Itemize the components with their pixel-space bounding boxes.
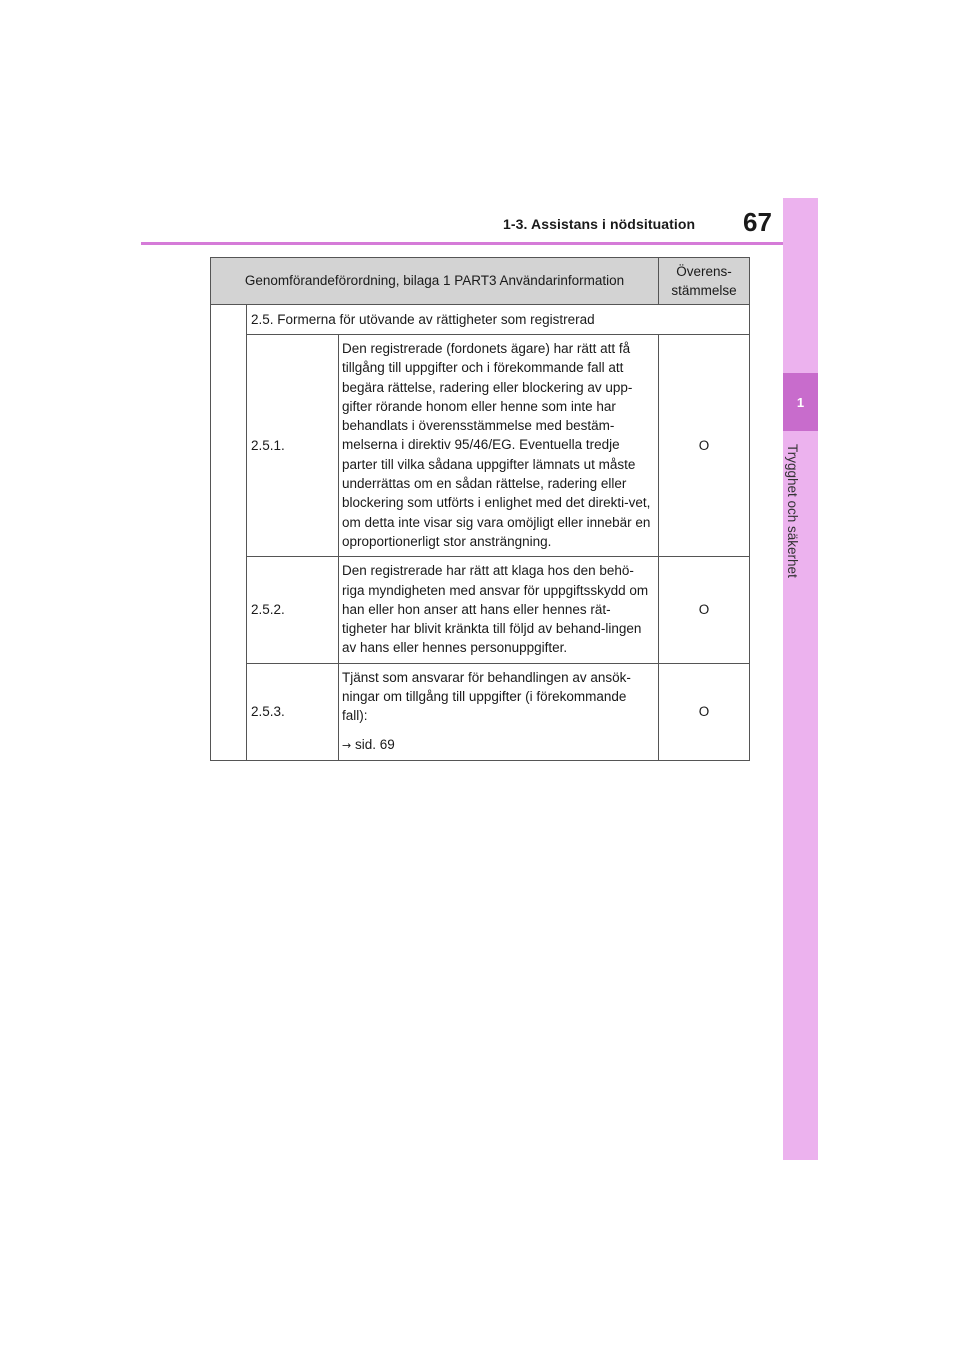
row-text: Den registrerade (fordonets ägare) har rätt att få tillgång till uppgifter och i förekommande fall att begära rättelse, radering eller blockering av upp-gifter rörande honom eller henne som inte har behandlats i överensstämmelse med bestäm-melserna i direktiv 95/46/EG. Eventuella tredje parter till vilka sådana uppgifter lämnats ut måste underrättas om en sådan rättelse, radering eller blockering som utförts i enlighet med det direkti-vet, om detta inte visar sig vara omöjligt eller innebär en oproportionerligt stor ansträngning. bbox=[339, 335, 659, 557]
indent-cell bbox=[211, 305, 247, 761]
table-row bbox=[211, 663, 750, 760]
table-row bbox=[211, 335, 750, 557]
table-header-row bbox=[211, 258, 750, 305]
column-header-compliance: Överens- stämmelse bbox=[659, 258, 750, 305]
row-number: 2.5.3. bbox=[247, 663, 339, 760]
chapter-title-vertical: Trygghet och säkerhet bbox=[785, 444, 800, 578]
row-number: 2.5.1. bbox=[247, 335, 339, 557]
page-reference-text: sid. 69 bbox=[354, 736, 395, 752]
row-compliance: O bbox=[659, 557, 750, 663]
table-row bbox=[211, 557, 750, 663]
section-title-cell: 2.5. Formerna för utövande av rättigheter som registrerad bbox=[247, 305, 750, 335]
section-row bbox=[211, 305, 750, 335]
row-number: 2.5.2. bbox=[247, 557, 339, 663]
header-divider bbox=[141, 242, 783, 245]
user-information-table bbox=[210, 257, 750, 761]
row-text-body: Tjänst som ansvarar för behandlingen av ansök-ningar om tillgång till uppgifter (i förekommande fall): bbox=[342, 669, 631, 724]
row-text bbox=[339, 663, 659, 760]
row-compliance: O bbox=[659, 663, 750, 760]
page-number: 67 bbox=[743, 207, 772, 237]
row-compliance: O bbox=[659, 335, 750, 557]
chapter-number-tab[interactable]: 1 bbox=[783, 373, 818, 431]
page-reference-link[interactable] bbox=[342, 735, 655, 755]
chapter-side-tab bbox=[783, 198, 818, 1160]
section-title: 1-3. Assistans i nödsituation bbox=[503, 216, 696, 232]
arrow-right-icon: → bbox=[342, 738, 352, 752]
column-header-regulation: Genomförandeförordning, bilaga 1 PART3 Användarinformation bbox=[211, 258, 659, 305]
row-text: Den registrerade har rätt att klaga hos den behö-riga myndigheten med ansvar för uppgiftsskydd om han eller hon anser att hans eller hennes rät-tigheter har blivit kränkta till följd av behand-lingen av hans eller hennes personuppgifter. bbox=[339, 557, 659, 663]
